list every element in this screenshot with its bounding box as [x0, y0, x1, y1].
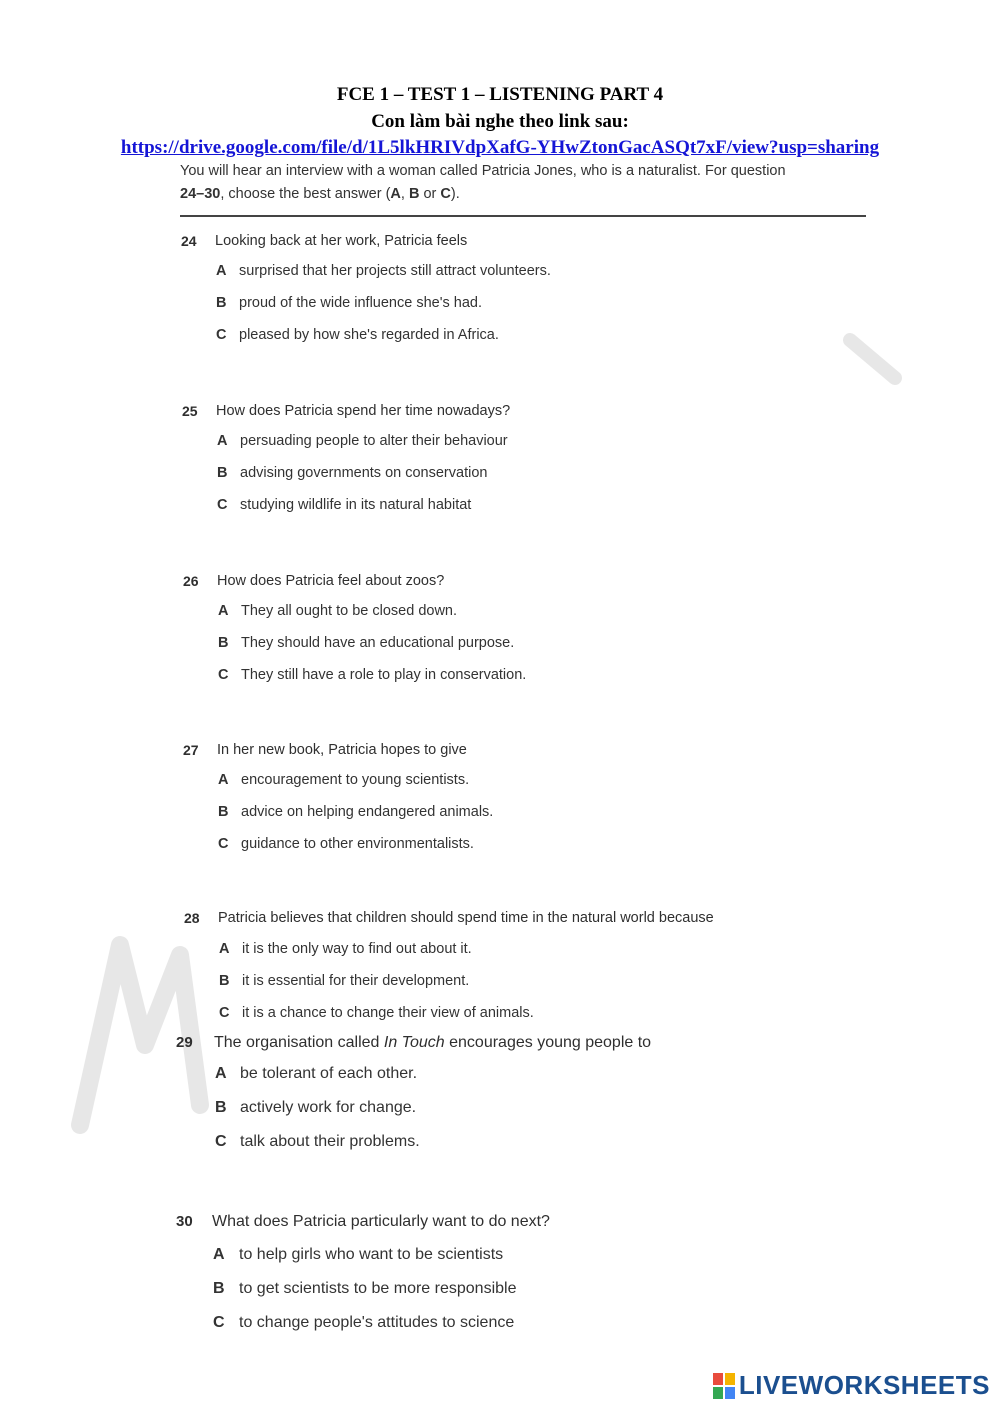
option-letter: A: [213, 1246, 225, 1263]
question-text: What does Patricia particularly want to do next?: [212, 1213, 550, 1230]
option-b[interactable]: [0, 635, 1000, 667]
option-text: encouragement to young scientists.: [241, 772, 470, 788]
question-text: How does Patricia feel about zoos?: [217, 573, 445, 589]
organisation-name: In Touch: [383, 1034, 445, 1051]
option-text: studying wildlife in its natural habitat: [240, 497, 472, 513]
option-text: it is essential for their development.: [242, 973, 470, 989]
option-letter: B: [219, 973, 230, 989]
option-letter: B: [217, 465, 228, 481]
option-c[interactable]: [0, 836, 1000, 868]
question-number: 29: [176, 1034, 193, 1051]
divider: [180, 215, 866, 217]
instructions-text: ).: [450, 186, 460, 202]
option-text: They should have an educational purpose.: [241, 635, 515, 651]
option-text: talk about their problems.: [240, 1133, 420, 1150]
option-letter: A: [218, 772, 229, 788]
option-text: They all ought to be closed down.: [241, 603, 458, 619]
option-text: to get scientists to be more responsible: [239, 1280, 517, 1297]
option-text: They still have a role to play in conservation.: [241, 667, 527, 683]
option-a[interactable]: [0, 433, 1000, 465]
option-text: advice on helping endangered animals.: [241, 804, 494, 820]
instructions-text: , choose the best answer (: [220, 186, 391, 202]
question-number: 26: [183, 573, 199, 589]
option-letter: B: [213, 1280, 225, 1297]
liveworksheets-logo: [713, 1370, 990, 1401]
question-25: [0, 403, 1000, 529]
instructions-text: or: [419, 186, 441, 202]
page-subtitle: Con làm bài nghe theo link sau:: [371, 111, 629, 132]
option-text: guidance to other environmentalists.: [241, 836, 474, 852]
option-letter: C: [215, 1133, 227, 1150]
option-text: to change people's attitudes to science: [239, 1314, 515, 1331]
option-b[interactable]: [0, 295, 1000, 327]
question-text: [214, 1034, 651, 1052]
option-text: it is the only way to find out about it.: [242, 941, 472, 957]
question-24: [0, 233, 1000, 359]
question-number: 25: [182, 403, 198, 419]
option-a[interactable]: [0, 263, 1000, 295]
option-b[interactable]: [0, 973, 1000, 1005]
option-c[interactable]: [0, 1133, 1000, 1167]
option-letter: C: [218, 667, 229, 683]
question-text-part: encourages young people to: [444, 1034, 652, 1051]
option-letter: C: [219, 1005, 230, 1021]
option-text: it is a chance to change their view of animals.: [242, 1005, 534, 1021]
liveworksheets-icon: [713, 1373, 735, 1399]
option-a[interactable]: [0, 772, 1000, 804]
option-text: persuading people to alter their behaviour: [240, 433, 508, 449]
option-b[interactable]: [0, 804, 1000, 836]
option-c[interactable]: [0, 1005, 1000, 1037]
question-text: Patricia believes that children should spend time in the natural world because: [218, 910, 714, 926]
option-letter: B: [215, 1099, 227, 1116]
option-letter: A: [218, 603, 229, 619]
option-a[interactable]: [0, 1246, 1000, 1280]
option-letter: B: [216, 295, 227, 311]
option-text: pleased by how she's regarded in Africa.: [239, 327, 499, 343]
option-text: be tolerant of each other.: [240, 1065, 418, 1082]
question-26: [0, 573, 1000, 699]
option-a[interactable]: [0, 603, 1000, 635]
page-title: FCE 1 – TEST 1 – LISTENING PART 4: [336, 84, 664, 105]
option-b[interactable]: [0, 465, 1000, 497]
option-letter: C: [213, 1314, 225, 1331]
question-text-part: The organisation called: [214, 1034, 384, 1051]
option-letter: C: [218, 836, 229, 852]
option-letter: A: [216, 263, 227, 279]
option-letter: A: [390, 186, 401, 202]
option-text: surprised that her projects still attract volunteers.: [239, 263, 551, 279]
question-29: [0, 1034, 1000, 1167]
option-text: actively work for change.: [240, 1099, 417, 1116]
question-28: [0, 910, 1000, 1037]
option-letter: B: [218, 804, 229, 820]
option-c[interactable]: [0, 667, 1000, 699]
question-number: 30: [176, 1213, 193, 1230]
option-c[interactable]: [0, 1314, 1000, 1348]
option-letter: A: [219, 941, 230, 957]
option-letter: C: [440, 186, 451, 202]
instructions-line-1: You will hear an interview with a woman called Patricia Jones, who is a naturalist. For question: [180, 163, 786, 179]
option-c[interactable]: [0, 327, 1000, 359]
option-b[interactable]: [0, 1280, 1000, 1314]
option-a[interactable]: [0, 941, 1000, 973]
question-number: 24: [181, 233, 197, 249]
option-letter: A: [217, 433, 228, 449]
question-number: 27: [183, 742, 199, 758]
question-text: How does Patricia spend her time nowadays?: [216, 403, 511, 419]
option-letter: C: [216, 327, 227, 343]
question-range: 24–30: [180, 186, 221, 202]
option-a[interactable]: [0, 1065, 1000, 1099]
audio-link[interactable]: https://drive.google.com/file/d/1L5lkHRIVdpXafG-YHwZtonGacASQt7xF/view?usp=sharing: [120, 137, 880, 158]
option-c[interactable]: [0, 497, 1000, 529]
option-letter: C: [217, 497, 228, 513]
question-number: 28: [184, 910, 200, 926]
question-text: In her new book, Patricia hopes to give: [217, 742, 467, 758]
option-letter: A: [215, 1065, 227, 1082]
option-text: to help girls who want to be scientists: [239, 1246, 504, 1263]
question-30: [0, 1213, 1000, 1348]
option-text: advising governments on conservation: [240, 465, 488, 481]
question-text: Looking back at her work, Patricia feels: [215, 233, 468, 249]
option-letter: B: [408, 186, 420, 202]
brand-name: LIVEWORKSHEETS: [738, 1370, 990, 1400]
option-b[interactable]: [0, 1099, 1000, 1133]
instructions-line-2: [180, 182, 880, 206]
option-text: proud of the wide influence she's had.: [239, 295, 482, 311]
option-letter: B: [218, 635, 229, 651]
instructions-text: ,: [400, 186, 409, 202]
question-27: [0, 742, 1000, 868]
